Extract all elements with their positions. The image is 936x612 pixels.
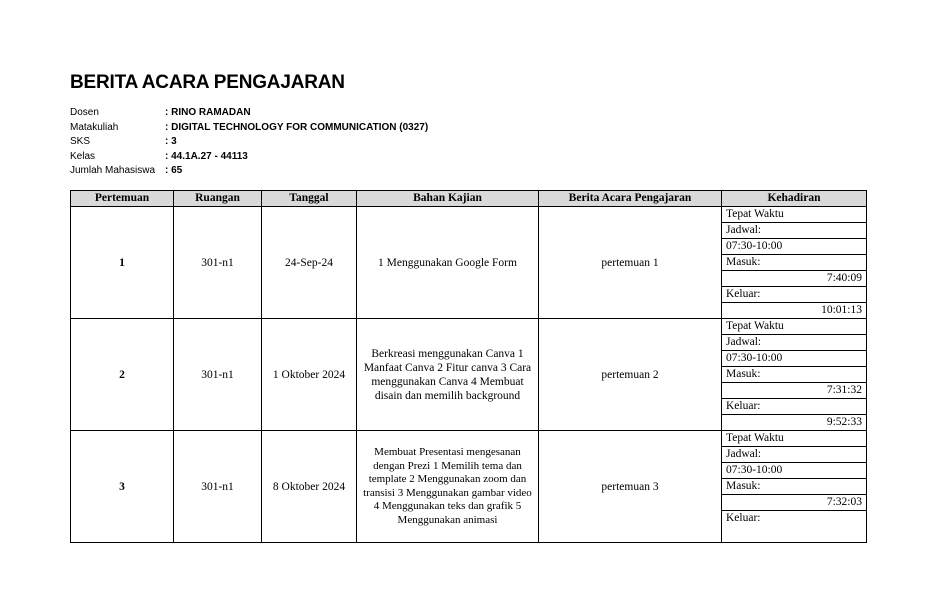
attendance-masuk-label: Masuk: [722, 255, 866, 271]
cell-ruangan: 301-n1 [174, 207, 262, 319]
info-value: : 44.1A.27 - 44113 [165, 150, 248, 162]
attendance-keluar: 10:01:13 [821, 304, 862, 316]
attendance-masuk: 7:31:32 [722, 383, 866, 399]
course-info [70, 106, 428, 179]
attendance-masuk-label: Masuk: [722, 479, 866, 495]
info-label: Dosen [70, 107, 99, 118]
info-label: Jumlah Mahasiswa [70, 165, 156, 177]
table-row [71, 319, 867, 431]
cell-tanggal: 24-Sep-24 [262, 207, 357, 319]
attendance-status: Tepat Waktu [722, 431, 866, 447]
info-label: Kelas [70, 150, 96, 162]
info-jumlah-mahasiswa [70, 164, 428, 179]
info-value: : DIGITAL TECHNOLOGY FOR COMMUNICATION (0327) [165, 121, 429, 133]
attendance-keluar-label: Keluar: [722, 399, 866, 415]
header-berita-acara: Berita Acara Pengajaran [539, 191, 722, 207]
info-dosen [70, 106, 428, 121]
table-header-row [71, 191, 867, 207]
cell-tanggal: 1 Oktober 2024 [262, 319, 357, 431]
cell-kehadiran [722, 207, 867, 319]
cell-bahan-kajian: Membuat Presentasi mengesanan dengan Prezi 1 Memilih tema dan template 2 Menggunakan zoom dan transisi 3 Menggunakan gambar video 4 Menggunakan teks dan grafik 5 Menggunakan animasi [357, 431, 539, 543]
attendance-jadwal: 07:30-10:00 [722, 463, 866, 479]
cell-berita-acara: pertemuan 3 [539, 431, 722, 543]
attendance-keluar: 9:52:33 [826, 416, 862, 428]
attendance-jadwal-label: Jadwal: [722, 447, 866, 463]
cell-pertemuan: 3 [71, 431, 174, 543]
cell-bahan-kajian: Berkreasi menggunakan Canva 1 Manfaat Canva 2 Fitur canva 3 Cara menggunakan Canva 4 Membuat disain dan memilih background [357, 319, 539, 431]
attendance-status: Tepat Waktu [722, 207, 866, 223]
info-value: : 65 [165, 165, 183, 177]
cell-ruangan: 301-n1 [174, 431, 262, 543]
header-bahan-kajian: Bahan Kajian [357, 191, 539, 207]
page-title: BERITA ACARA PENGAJARAN [70, 72, 345, 93]
attendance-jadwal-label: Jadwal: [722, 335, 866, 351]
cell-berita-acara: pertemuan 2 [539, 319, 722, 431]
info-matakuliah [70, 121, 428, 136]
attendance-jadwal: 07:30-10:00 [722, 239, 866, 255]
info-label: Matakuliah [70, 121, 119, 133]
info-sks [70, 135, 428, 150]
attendance-masuk: 7:40:09 [722, 271, 866, 287]
attendance-masuk: 7:32:03 [722, 495, 866, 511]
cell-kehadiran [722, 431, 867, 543]
info-value: : 3 [165, 136, 177, 148]
cell-pertemuan: 1 [71, 207, 174, 319]
cell-tanggal: 8 Oktober 2024 [262, 431, 357, 543]
attendance-jadwal: 07:30-10:00 [722, 351, 866, 367]
teaching-record-table [70, 190, 867, 543]
cell-pertemuan: 2 [71, 319, 174, 431]
header-kehadiran: Kehadiran [722, 191, 867, 207]
cell-berita-acara: pertemuan 1 [539, 207, 722, 319]
table-row [71, 207, 867, 319]
info-value: : RINO RAMADAN [165, 107, 251, 118]
cell-bahan-kajian: 1 Menggunakan Google Form [357, 207, 539, 319]
info-kelas [70, 150, 428, 165]
info-label: SKS [70, 136, 91, 148]
table-row [71, 431, 867, 543]
attendance-masuk-label: Masuk: [722, 367, 866, 383]
cell-kehadiran [722, 319, 867, 431]
attendance-keluar-label: Keluar: [722, 287, 866, 303]
header-tanggal: Tanggal [262, 191, 357, 207]
attendance-status: Tepat Waktu [722, 319, 866, 335]
attendance-jadwal-label: Jadwal: [722, 223, 866, 239]
header-ruangan: Ruangan [174, 191, 262, 207]
cell-ruangan: 301-n1 [174, 319, 262, 431]
attendance-keluar-label: Keluar: [726, 512, 761, 524]
header-pertemuan: Pertemuan [71, 191, 174, 207]
